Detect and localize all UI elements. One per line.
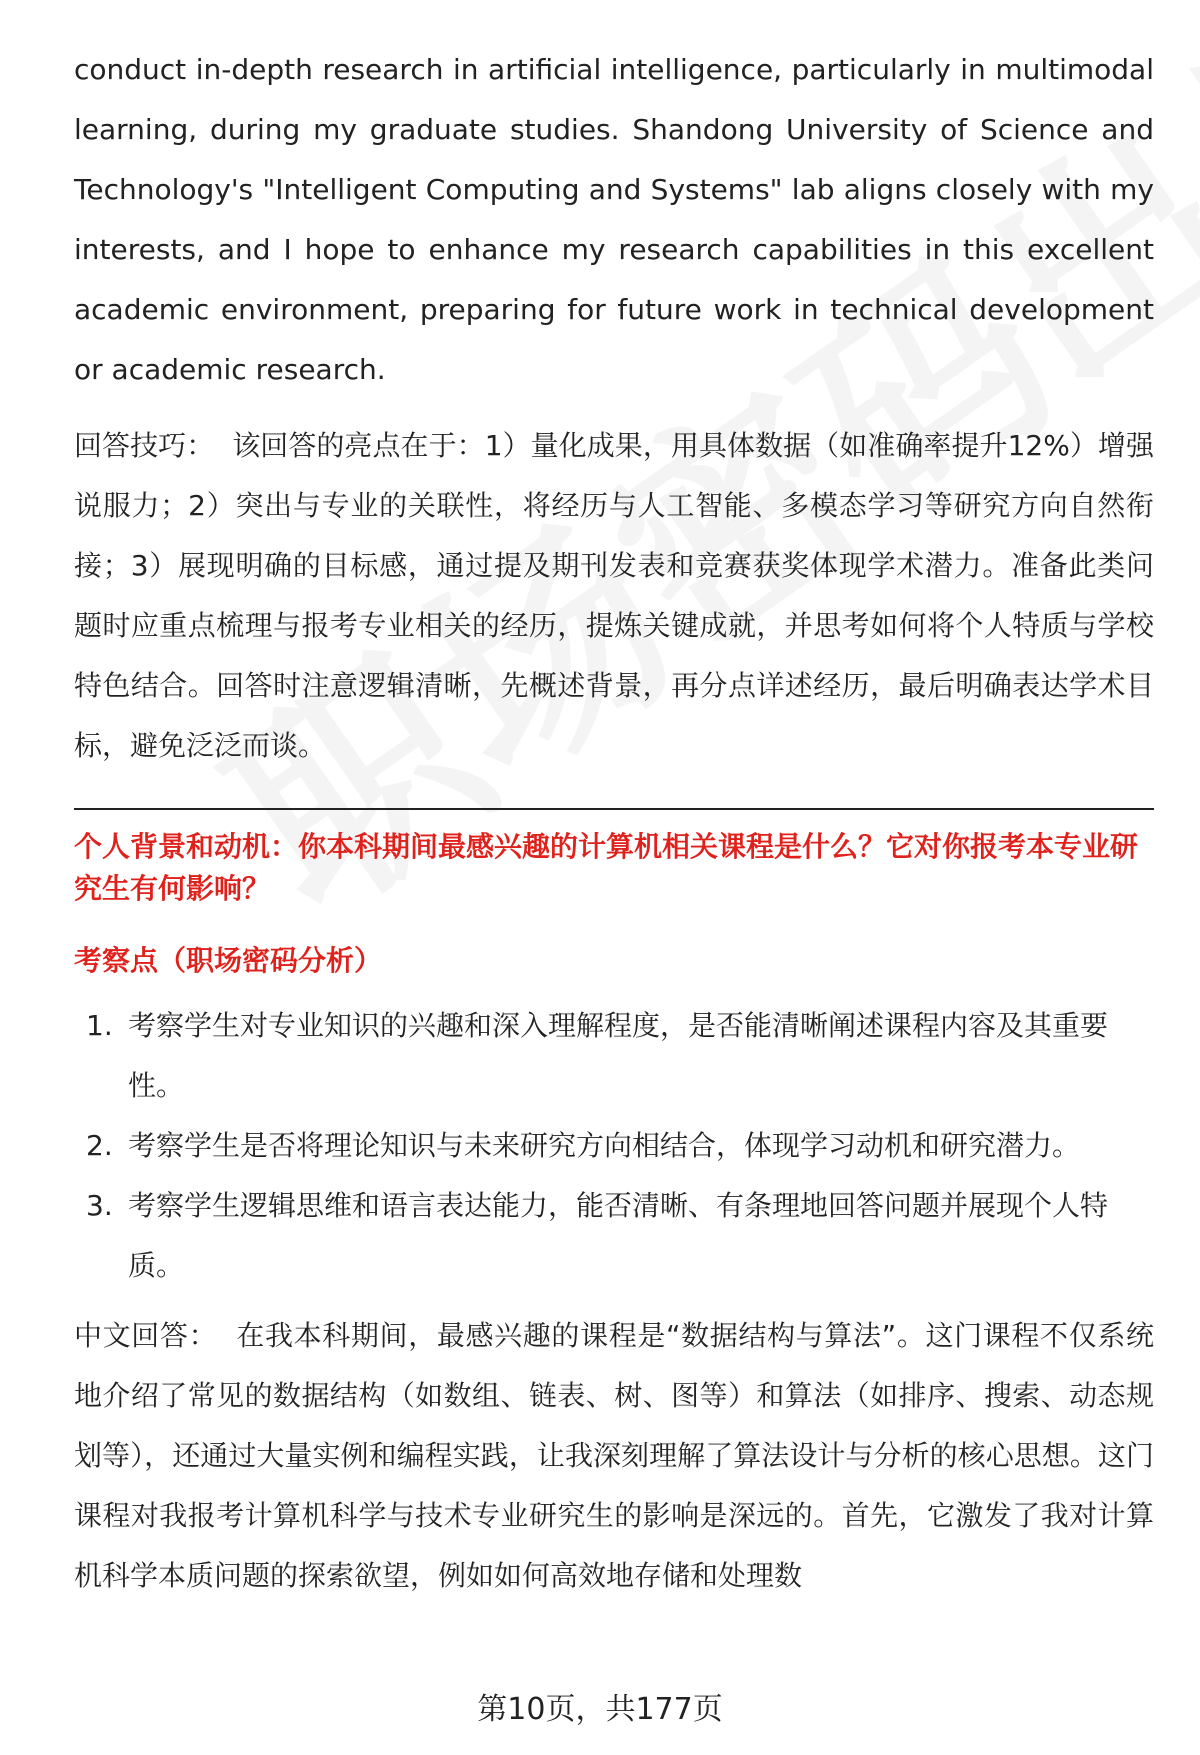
list-item — [74, 1116, 1154, 1176]
tips-paragraph — [74, 416, 1154, 776]
list-item-number: 1. — [86, 1009, 113, 1042]
points-list — [74, 996, 1154, 1296]
list-item-text: 考察学生是否将理论知识与未来研究方向相结合，体现学习动机和研究潜力。 — [128, 1129, 1081, 1162]
points-heading: 考察点（职场密码分析） — [74, 944, 383, 977]
continued-paragraph: conduct in-depth research in artificial intelligence, particularly in multimodal learning, during my graduate studies. Shandong University of Science and Technology's "Intelligent Computing and Systems" lab aligns closely with my interests, and I hope to enhance my research capabilities in this excellent academic environment, preparing for future work in technical development or academic research. — [74, 53, 1154, 386]
answer-label: 中文回答： — [74, 1319, 218, 1352]
tips-label: 回答技巧： — [74, 429, 215, 462]
answer-paragraph — [74, 1306, 1154, 1606]
section-divider — [74, 808, 1154, 810]
list-item-text: 考察学生逻辑思维和语言表达能力，能否清晰、有条理地回答问题并展现个人特质。 — [128, 1189, 1109, 1282]
list-item — [74, 1176, 1154, 1296]
answer-text: 在我本科期间，最感兴趣的课程是“数据结构与算法”。这门课程不仅系统地介绍了常见的数据结构（如数组、链表、树、图等）和算法（如排序、搜索、动态规划等），还通过大量实例和编程实践，让我深刻理解了算法设计与分析的核心思想。这门课程对我报考计算机科学与技术专业研究生的影响是深远的。首先，它激发了我对计算机科学本质问题的探索欲望，例如如何高效地存储和处理数 — [74, 1319, 1154, 1592]
question-title: 个人背景和动机：你本科期间最感兴趣的计算机相关课程是什么？它对你报考本专业研究生有何影响？ — [74, 830, 1139, 905]
list-item-number: 3. — [86, 1189, 113, 1222]
list-item-text: 考察学生对专业知识的兴趣和深入理解程度，是否能清晰阐述课程内容及其重要性。 — [128, 1009, 1109, 1102]
list-item — [74, 996, 1154, 1116]
tips-text: 该回答的亮点在于：1）量化成果，用具体数据（如准确率提升12%）增强说服力；2）突出与专业的关联性，将经历与人工智能、多模态学习等研究方向自然衔接；3）展现明确的目标感，通过提及期刊发表和竞赛获奖体现学术潜力。准备此类问题时应重点梳理与报考专业相关的经历，提炼关键成就，并思考如何将个人特质与学校特色结合。回答时注意逻辑清晰，先概述背景，再分点详述经历，最后明确表达学术目标，避免泛泛而谈。 — [74, 429, 1154, 762]
page-footer: 第10页，共177页 — [0, 1690, 1200, 1730]
list-item-number: 2. — [86, 1129, 113, 1162]
document-page — [74, 40, 1154, 1606]
